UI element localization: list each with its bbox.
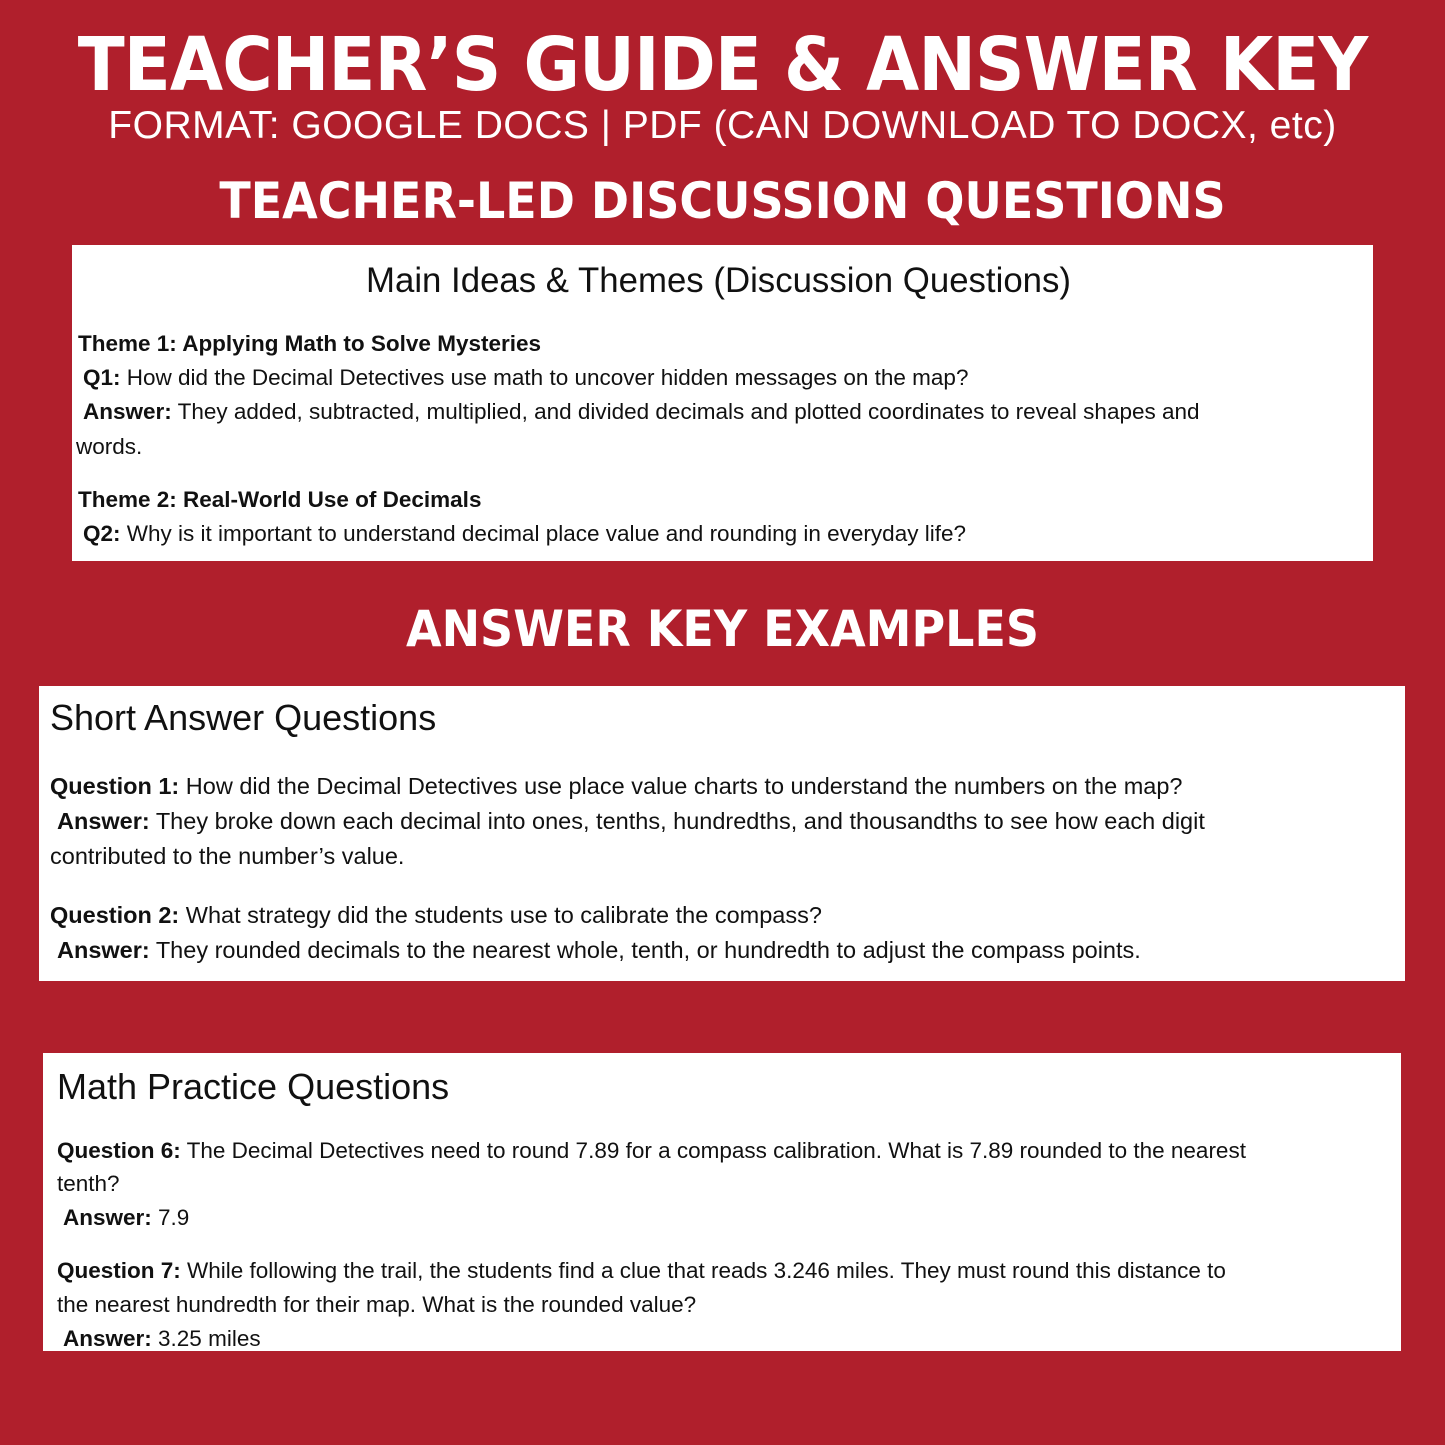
math-practice-panel (43, 1053, 1401, 1351)
math-practice-question (57, 1140, 1246, 1163)
discussion-panel-title: Main Ideas & Themes (Discussion Questions) (365, 261, 1072, 300)
discussion-question (83, 523, 966, 546)
question-text-continued: the nearest hundredth for their map. What is the rounded value? (57, 1292, 697, 1317)
discussion-questions-panel (72, 245, 1373, 561)
short-answer-title: Short Answer Questions (50, 697, 437, 738)
answer-text: They rounded decimals to the nearest whole, tenth, or hundredth to adjust the compass points. (149, 937, 1141, 963)
math-practice-question (57, 1260, 1226, 1283)
answer-label: Answer: (63, 1326, 152, 1351)
question-text: What strategy did the students use to calibrate the compass? (179, 902, 822, 928)
question-label: Q2: (83, 521, 121, 546)
question-label: Question 2: (50, 902, 180, 928)
question-label: Question 7: (57, 1258, 181, 1283)
question-label: Question 1: (50, 773, 180, 799)
answer-text-continued: contributed to the number’s value. (50, 843, 405, 869)
question-text: How did the Decimal Detectives use place value charts to understand the numbers on the map? (179, 773, 1183, 799)
discussion-answer (83, 401, 1200, 424)
discussion-section-heading: TEACHER-LED DISCUSSION QUESTIONS (219, 172, 1226, 230)
short-answer-panel (39, 686, 1405, 981)
answer-label: Answer: (83, 399, 172, 424)
short-answer-question (50, 775, 1182, 799)
answer-text: 7.9 (151, 1205, 190, 1230)
math-practice-answer (63, 1207, 189, 1230)
theme-heading: Theme 1: Applying Math to Solve Mysteries (78, 331, 542, 356)
answer-text: 3.25 miles (151, 1326, 261, 1351)
answer-text: They added, subtracted, multiplied, and divided decimals and plotted coordinates to reveal shapes and (171, 399, 1200, 424)
question-label: Q1: (83, 365, 121, 390)
answer-label: Answer: (63, 1205, 152, 1230)
math-practice-title: Math Practice Questions (57, 1066, 450, 1107)
question-text: How did the Decimal Detectives use math to uncover hidden messages on the map? (120, 365, 969, 390)
answer-text-continued: words. (76, 434, 143, 459)
page-title: TEACHER’S GUIDE & ANSWER KEY (77, 22, 1368, 108)
question-label: Question 6: (57, 1138, 181, 1163)
question-text: Why is it important to understand decimal place value and rounding in everyday life? (120, 521, 966, 546)
theme-heading: Theme 2: Real-World Use of Decimals (78, 487, 482, 512)
format-subtitle: FORMAT: GOOGLE DOCS | PDF (CAN DOWNLOAD TO DOCX, etc) (108, 104, 1337, 147)
math-practice-answer (63, 1328, 261, 1351)
question-text: The Decimal Detectives need to round 7.89 for a compass calibration. What is 7.89 rounded to the nearest (180, 1138, 1246, 1163)
question-text: While following the trail, the students find a clue that reads 3.246 miles. They must round this distance to (180, 1258, 1226, 1283)
answer-label: Answer: (57, 808, 150, 834)
answer-label: Answer: (57, 937, 150, 963)
answer-key-section-heading: ANSWER KEY EXAMPLES (405, 600, 1040, 658)
question-text-continued: tenth? (57, 1171, 120, 1196)
answer-text: They broke down each decimal into ones, tenths, hundredths, and thousandths to see how each digit (149, 808, 1205, 834)
short-answer-question (50, 904, 822, 928)
discussion-question (83, 367, 968, 390)
short-answer-answer (57, 939, 1141, 963)
short-answer-answer (57, 810, 1205, 834)
